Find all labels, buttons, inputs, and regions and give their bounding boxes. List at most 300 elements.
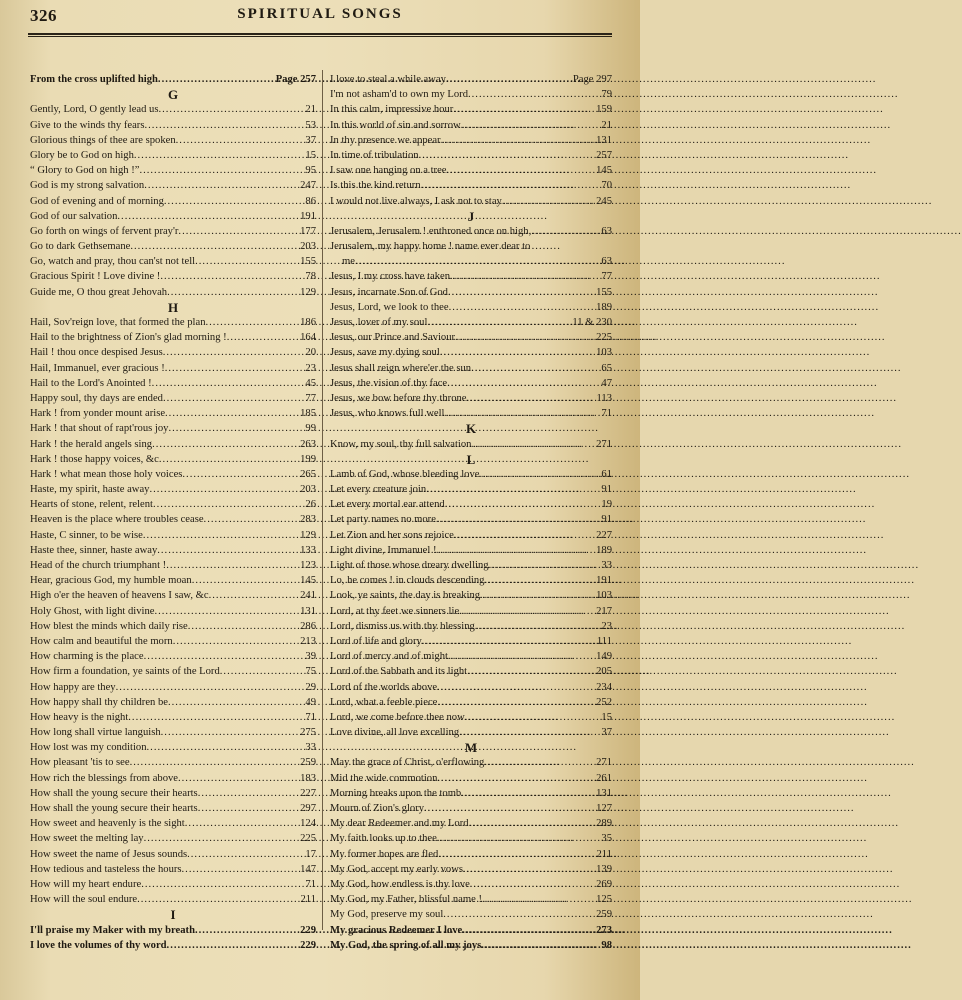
leader-dots bbox=[426, 482, 600, 497]
leader-dots bbox=[163, 345, 305, 360]
index-entry bbox=[330, 467, 612, 482]
leader-dots bbox=[463, 862, 595, 877]
index-entry bbox=[30, 710, 316, 725]
leader-dots bbox=[134, 148, 305, 163]
hymn-first-line: Head of the church triumphant ! bbox=[30, 560, 167, 571]
leader-dots bbox=[117, 209, 299, 224]
hymn-first-line: I love to steal a while away bbox=[330, 74, 446, 85]
page-ref: 247 bbox=[300, 180, 316, 192]
index-entry bbox=[30, 421, 316, 436]
leader-dots bbox=[185, 816, 299, 831]
index-entry bbox=[30, 771, 316, 786]
leader-dots bbox=[176, 133, 305, 148]
leader-dots bbox=[446, 72, 572, 87]
page-ref: 297 bbox=[300, 803, 316, 814]
leader-dots bbox=[168, 695, 304, 710]
index-column-right bbox=[330, 72, 612, 992]
page-ref: 91 bbox=[601, 514, 612, 526]
hymn-first-line: Holy Ghost, with light divine bbox=[30, 605, 155, 617]
page-ref: Page 297 bbox=[572, 74, 612, 85]
index-entry bbox=[330, 497, 612, 512]
page-ref: 71 bbox=[305, 878, 316, 890]
leader-dots bbox=[469, 816, 596, 831]
leader-dots bbox=[147, 740, 305, 755]
hymn-first-line: How happy shall thy children be bbox=[30, 696, 168, 708]
hymn-first-line: Light divine, Immanuel ! bbox=[330, 544, 437, 556]
hymn-first-line: My gracious Redeemer I love bbox=[330, 924, 463, 936]
index-entry bbox=[30, 72, 316, 87]
hymn-first-line: Let every mortal ear attend bbox=[330, 499, 445, 511]
page-ref: 155 bbox=[300, 256, 316, 268]
page-ref: 203 bbox=[300, 484, 316, 496]
hymn-first-line: How rich the blessings from above bbox=[30, 772, 178, 784]
hymn-first-line: How happy are they bbox=[30, 681, 116, 693]
leader-dots bbox=[178, 771, 299, 786]
section-letter: K bbox=[465, 421, 477, 437]
leader-dots bbox=[444, 406, 600, 421]
hymn-first-line: Mourn of Zion's glory bbox=[330, 803, 425, 814]
hymn-first-line: My God, how endless is thy love bbox=[330, 878, 470, 890]
page-ref: 19 bbox=[601, 499, 612, 511]
leader-dots bbox=[141, 877, 304, 892]
hymn-first-line: Jesus shall reign where'er the sun bbox=[330, 362, 472, 374]
leader-dots bbox=[482, 892, 595, 907]
index-entry bbox=[30, 649, 316, 664]
index-entry bbox=[330, 907, 612, 922]
page-ref: 217 bbox=[596, 605, 612, 617]
page-ref: 86 bbox=[305, 195, 316, 207]
hymn-first-line: Let Zion and her sons rejoice bbox=[330, 529, 454, 541]
hymn-first-line: Heaven is the place where troubles cease bbox=[30, 514, 204, 526]
index-entry bbox=[30, 634, 316, 649]
hymn-first-line: Lo, he comes ! in clouds descending bbox=[330, 575, 485, 587]
leader-dots bbox=[220, 664, 305, 679]
leader-dots bbox=[484, 755, 595, 770]
index-entry bbox=[30, 391, 316, 406]
hymn-first-line: God of evening and of morning bbox=[30, 195, 164, 207]
hymn-first-line: Hark ! those happy voices, &c bbox=[30, 453, 159, 465]
index-entry bbox=[30, 862, 316, 877]
section-letter: L bbox=[466, 451, 476, 467]
hymn-first-line: Haste, my spirit, haste away bbox=[30, 484, 150, 496]
leader-dots bbox=[227, 330, 299, 345]
hymn-first-line: How charming is the place bbox=[30, 651, 144, 663]
page-header bbox=[0, 0, 640, 40]
index-entry bbox=[330, 269, 612, 284]
hymn-first-line: Jesus, incarnate Son of God bbox=[330, 286, 448, 298]
hymn-first-line: Jesus, we bow before thy throne bbox=[330, 392, 467, 404]
hymn-first-line: Happy soul, thy days are ended bbox=[30, 392, 163, 404]
page-ref: 11 & 230 bbox=[572, 317, 612, 328]
hymn-first-line: Go to dark Gethsemane bbox=[30, 241, 131, 253]
index-entry bbox=[330, 923, 612, 938]
index-entry bbox=[30, 452, 316, 467]
index-entry bbox=[330, 178, 612, 193]
index-entry bbox=[30, 361, 316, 376]
page-ref: 261 bbox=[596, 772, 612, 784]
hymn-first-line: Lord, what a feeble piece bbox=[330, 696, 438, 708]
index-entry bbox=[330, 558, 612, 573]
leader-dots bbox=[427, 315, 571, 330]
index-entry bbox=[30, 269, 316, 284]
hymn-first-line: In thy presence we appear bbox=[330, 134, 441, 146]
hymn-first-line: How long shall virtue languish bbox=[30, 727, 161, 739]
section-letter: H bbox=[167, 299, 179, 315]
hymn-first-line: “ Glory to God on high !” bbox=[30, 165, 140, 177]
page-ref: 234 bbox=[596, 681, 612, 693]
page-ref: 124 bbox=[300, 818, 316, 830]
hymn-first-line: My former hopes are fled bbox=[330, 848, 439, 860]
leader-dots bbox=[462, 923, 595, 938]
index-entry bbox=[330, 649, 612, 664]
page-number: 326 bbox=[30, 6, 57, 25]
index-entry bbox=[30, 892, 316, 907]
header-rule bbox=[28, 33, 612, 35]
leader-dots bbox=[531, 224, 600, 239]
page-ref: 257 bbox=[596, 149, 612, 161]
index-entry bbox=[330, 437, 612, 452]
index-entry bbox=[330, 118, 612, 133]
leader-dots bbox=[128, 710, 304, 725]
leader-dots bbox=[470, 877, 595, 892]
hymn-first-line: Hark ! from yonder mount arise bbox=[30, 408, 166, 420]
index-entry bbox=[330, 862, 612, 877]
index-entry bbox=[330, 938, 612, 953]
index-entry bbox=[330, 892, 612, 907]
page-ref: 273 bbox=[596, 924, 612, 936]
index-entry bbox=[30, 376, 316, 391]
page-ref: 61 bbox=[601, 468, 612, 480]
page-ref: 271 bbox=[596, 438, 612, 450]
leader-dots bbox=[467, 664, 595, 679]
index-entry bbox=[330, 72, 612, 87]
hymn-first-line: My God, preserve my soul bbox=[330, 909, 444, 921]
leader-dots bbox=[453, 102, 595, 117]
hymn-first-line: My God, accept my early vows bbox=[330, 863, 463, 875]
leader-dots bbox=[447, 163, 596, 178]
section-letter: G bbox=[167, 87, 179, 103]
page-ref: 263 bbox=[300, 438, 316, 450]
page-ref: 199 bbox=[300, 453, 316, 465]
index-entry bbox=[330, 512, 612, 527]
hymn-first-line: Glorious things of thee are spoken bbox=[30, 134, 176, 146]
leader-dots bbox=[160, 269, 304, 284]
leader-dots bbox=[158, 72, 275, 87]
page-ref: 149 bbox=[596, 651, 612, 663]
index-entry bbox=[30, 877, 316, 892]
leader-dots bbox=[163, 391, 304, 406]
hymn-first-line: Haste, C sinner, to be wise bbox=[30, 529, 143, 541]
page-ref: 129 bbox=[300, 286, 316, 298]
leader-dots bbox=[454, 528, 595, 543]
page-ref: 289 bbox=[596, 818, 612, 830]
hymn-first-line: Hearts of stone, relent, relent bbox=[30, 499, 153, 511]
index-entry bbox=[330, 391, 612, 406]
hymn-first-line: Lord, we come before thee now bbox=[330, 711, 465, 723]
index-entry bbox=[30, 923, 316, 938]
hymn-first-line: Lamb of God, whose bleeding love bbox=[330, 468, 480, 480]
index-entry bbox=[30, 816, 316, 831]
index-entry bbox=[30, 482, 316, 497]
page-ref: 39 bbox=[305, 651, 316, 663]
hymn-first-line: How sweet the melting lay bbox=[30, 833, 144, 845]
leader-dots bbox=[178, 224, 299, 239]
page-ref: 77 bbox=[305, 392, 316, 404]
leader-dots bbox=[206, 315, 300, 330]
leader-dots bbox=[159, 452, 299, 467]
leader-dots bbox=[437, 831, 601, 846]
hymn-first-line: Light of those whose dreary dwelling bbox=[330, 560, 489, 571]
page-ref: 241 bbox=[300, 590, 316, 602]
hymn-first-line: Is this the kind return bbox=[330, 180, 421, 192]
index-entry bbox=[330, 680, 612, 695]
hymn-first-line: How sweet the name of Jesus sounds bbox=[30, 848, 188, 860]
hymn-first-line: May the grace of Christ, o'erflowing bbox=[330, 757, 485, 769]
leader-dots bbox=[461, 786, 595, 801]
page-ref: 129 bbox=[300, 529, 316, 541]
index-entry bbox=[30, 604, 316, 619]
leader-dots bbox=[192, 573, 299, 588]
page-ref: 147 bbox=[300, 863, 316, 875]
page-ref: 203 bbox=[300, 241, 316, 253]
page-ref: 286 bbox=[300, 620, 316, 632]
index-entry bbox=[330, 543, 612, 558]
page-ref: 35 bbox=[601, 833, 612, 845]
index-entry bbox=[30, 178, 316, 193]
page-ref: 229 bbox=[300, 939, 316, 951]
hymn-first-line: I'll praise my Maker with my breath bbox=[30, 924, 195, 936]
leader-dots bbox=[209, 588, 300, 603]
page-ref: 103 bbox=[596, 347, 612, 359]
leader-dots bbox=[475, 619, 601, 634]
page-ref: 125 bbox=[596, 894, 612, 906]
index-entry bbox=[30, 239, 316, 254]
index-entry bbox=[330, 710, 612, 725]
leader-dots bbox=[424, 801, 595, 816]
leader-dots bbox=[161, 725, 299, 740]
section-letter: J bbox=[467, 208, 475, 224]
page-ref: 45 bbox=[305, 377, 316, 389]
index-entry bbox=[30, 801, 316, 816]
index-entry bbox=[30, 148, 316, 163]
leader-dots bbox=[437, 695, 595, 710]
hymn-first-line: Jesus, Lord, we look to thee bbox=[330, 301, 449, 313]
leader-dots bbox=[144, 178, 299, 193]
leader-dots bbox=[438, 847, 595, 862]
page-ref: 113 bbox=[596, 392, 612, 404]
hymn-first-line: Lord of mercy and of might bbox=[330, 651, 448, 663]
leader-dots bbox=[130, 755, 300, 770]
page-ref: 133 bbox=[300, 544, 316, 556]
page-ref: 33 bbox=[601, 560, 612, 571]
index-entry bbox=[330, 482, 612, 497]
hymn-first-line: In this calm, impressive hour bbox=[330, 104, 454, 116]
index-entry bbox=[30, 133, 316, 148]
hymn-first-line: Lord, dismiss us with thy blessing bbox=[330, 620, 475, 632]
hymn-first-line: Hear, gracious God, my humble moan bbox=[30, 575, 192, 587]
leader-dots bbox=[144, 118, 304, 133]
hymn-first-line: Know, my soul, thy full salvation bbox=[330, 438, 472, 450]
hymn-first-line: Gently, Lord, O gently lead us bbox=[30, 104, 159, 116]
index-entry bbox=[30, 345, 316, 360]
hymn-first-line: I love the volumes of thy word bbox=[30, 939, 167, 951]
hymn-first-line: Hark ! the herald angels sing bbox=[30, 438, 153, 450]
leader-dots bbox=[165, 406, 299, 421]
section-letter: I bbox=[170, 907, 176, 923]
hymn-first-line: In time of tribulation bbox=[330, 149, 419, 161]
index-entry bbox=[330, 847, 612, 862]
page-ref: 23 bbox=[601, 620, 612, 632]
hymn-first-line: How shall the young secure their hearts bbox=[30, 787, 198, 799]
index-entry bbox=[330, 725, 612, 740]
page-ref: 75 bbox=[305, 666, 316, 678]
page-ref: 211 bbox=[596, 848, 612, 860]
index-entry bbox=[330, 239, 612, 254]
leader-dots bbox=[441, 133, 596, 148]
page-ref: 227 bbox=[300, 787, 316, 799]
page-ref: 164 bbox=[300, 332, 316, 344]
page-ref: 103 bbox=[596, 590, 612, 602]
hymn-first-line: How pleasant 'tis to see bbox=[30, 757, 130, 769]
hymn-first-line: Jesus, the vision of thy face bbox=[330, 377, 448, 389]
page-ref: 20 bbox=[305, 347, 316, 359]
index-entry bbox=[30, 619, 316, 634]
index-entry bbox=[30, 558, 316, 573]
index-entry bbox=[30, 315, 316, 330]
page-ref: 131 bbox=[596, 787, 612, 799]
section-letter: M bbox=[464, 740, 478, 756]
page-ref: 78 bbox=[305, 271, 316, 283]
hymn-first-line: How calm and beautiful the morn bbox=[30, 635, 173, 647]
hymn-first-line: Go forth on wings of fervent pray'r bbox=[30, 225, 179, 237]
hymn-first-line: Hail to the brightness of Zion's glad morning ! bbox=[30, 332, 227, 344]
page-ref: 26 bbox=[305, 499, 316, 511]
index-entry bbox=[330, 588, 612, 603]
index-entry bbox=[330, 695, 612, 710]
index-entry bbox=[30, 664, 316, 679]
hymn-first-line: Hark ! what mean those holy voices bbox=[30, 468, 183, 480]
leader-dots bbox=[157, 543, 299, 558]
page-ref: 145 bbox=[596, 165, 612, 177]
page-ref: 49 bbox=[305, 696, 316, 708]
hymn-first-line: Lord of the worlds above bbox=[330, 681, 438, 693]
page-ref: 29 bbox=[305, 681, 316, 693]
index-entry bbox=[30, 102, 316, 117]
index-entry bbox=[30, 740, 316, 755]
leader-dots bbox=[480, 588, 595, 603]
page-ref: 211 bbox=[300, 894, 316, 906]
leader-dots bbox=[187, 847, 304, 862]
index-entry bbox=[30, 437, 316, 452]
page-ref: 275 bbox=[300, 727, 316, 739]
leader-dots bbox=[139, 163, 304, 178]
page-ref: 145 bbox=[300, 575, 316, 587]
leader-dots bbox=[164, 194, 305, 209]
index-entry bbox=[330, 376, 612, 391]
hymn-first-line: Hark ! that shout of rapt'rous joy bbox=[30, 423, 169, 435]
page-ref: 37 bbox=[305, 134, 316, 146]
leader-dots bbox=[149, 482, 299, 497]
leader-dots bbox=[158, 102, 304, 117]
hymn-first-line: Lord of the Sabbath and its light bbox=[330, 666, 468, 678]
leader-dots bbox=[445, 497, 601, 512]
hymn-first-line: My faith looks up to thee bbox=[330, 833, 437, 845]
index-entry bbox=[30, 938, 316, 953]
hymn-first-line: I would not live always, I ask not to stay bbox=[330, 195, 502, 207]
page-ref: 191 bbox=[596, 575, 612, 587]
hymn-first-line: How tedious and tasteless the hours bbox=[30, 863, 182, 875]
page-ref: 229 bbox=[300, 924, 316, 936]
index-entry bbox=[330, 285, 612, 300]
hymn-first-line: Love divine, all love excelling bbox=[330, 727, 460, 739]
page-ref: 65 bbox=[601, 362, 612, 374]
page-ref: 53 bbox=[305, 119, 316, 131]
index-entry bbox=[330, 224, 612, 239]
leader-dots bbox=[455, 330, 595, 345]
hymn-first-line: Haste thee, sinner, haste away bbox=[30, 544, 158, 556]
leader-dots bbox=[489, 558, 601, 573]
index-entry bbox=[30, 695, 316, 710]
index-entry bbox=[30, 543, 316, 558]
index-entry bbox=[330, 755, 612, 770]
index-entry bbox=[30, 680, 316, 695]
index-entry bbox=[30, 224, 316, 239]
hymn-first-line: Jerusalem, Jerusalem ! enthroned once on high, bbox=[330, 225, 532, 237]
index-entry bbox=[30, 163, 316, 178]
hymn-first-line: Hail, Immanuel, ever gracious ! bbox=[30, 362, 165, 374]
index-entry bbox=[330, 102, 612, 117]
leader-dots bbox=[481, 938, 600, 953]
hymn-first-line: Mid the wide commotion bbox=[330, 772, 438, 784]
page-ref: 99 bbox=[305, 423, 316, 435]
hymn-first-line: How will my heart endure bbox=[30, 878, 142, 890]
page-ref: 21 bbox=[601, 119, 612, 131]
page-ref: 23 bbox=[305, 362, 316, 374]
page-ref: 252 bbox=[596, 696, 612, 708]
hymn-first-line: Let party names no more bbox=[330, 514, 436, 526]
page-ref: 77 bbox=[601, 271, 612, 283]
leader-dots bbox=[484, 573, 595, 588]
leader-dots bbox=[355, 254, 600, 269]
hymn-first-line: Gracious Spirit ! Love divine ! bbox=[30, 271, 161, 283]
leader-dots bbox=[116, 680, 305, 695]
index-entry bbox=[30, 194, 316, 209]
page-ref: 213 bbox=[300, 635, 316, 647]
index-entry bbox=[330, 163, 612, 178]
index-entry bbox=[330, 345, 612, 360]
page-ref: 91 bbox=[601, 484, 612, 496]
hymn-first-line: Guide me, O thou great Jehovah bbox=[30, 286, 168, 298]
header-rule-thin bbox=[28, 36, 612, 37]
index-entry bbox=[30, 755, 316, 770]
leader-dots bbox=[188, 619, 299, 634]
hymn-first-line: How will the soul endure bbox=[30, 894, 138, 906]
index-column-left bbox=[30, 72, 316, 992]
hymn-first-line: Hail ! thou once despised Jesus bbox=[30, 347, 163, 359]
leader-dots bbox=[167, 285, 299, 300]
index-entry bbox=[30, 786, 316, 801]
leader-dots bbox=[195, 923, 299, 938]
leader-dots bbox=[419, 148, 596, 163]
index-entry bbox=[30, 831, 316, 846]
index-entry bbox=[330, 528, 612, 543]
index-entry bbox=[330, 133, 612, 148]
leader-dots bbox=[421, 178, 601, 193]
index-entry bbox=[330, 877, 612, 892]
index-entry bbox=[30, 406, 316, 421]
index-entry bbox=[330, 786, 612, 801]
leader-dots bbox=[204, 512, 300, 527]
